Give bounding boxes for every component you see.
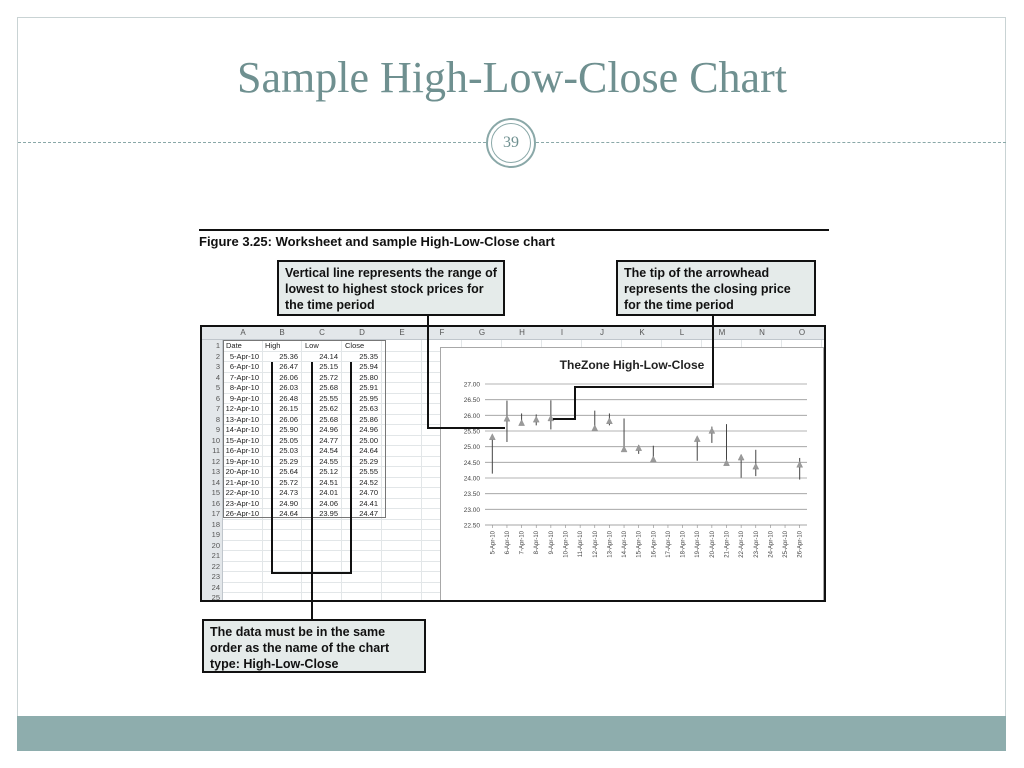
data-cell[interactable]: 24.90	[279, 498, 298, 508]
data-cell[interactable]: 13-Apr-10	[225, 414, 259, 424]
data-cell[interactable]: 19-Apr-10	[225, 456, 259, 466]
row-header[interactable]: 5	[215, 383, 220, 392]
data-cell[interactable]: 25.86	[359, 414, 378, 424]
x-tick-label: 7-Apr-10	[519, 531, 526, 555]
data-cell[interactable]: 24.52	[359, 477, 378, 487]
data-cell[interactable]: 24.96	[319, 425, 338, 434]
row-header[interactable]: 17	[211, 509, 220, 518]
row-header[interactable]: 7	[215, 404, 220, 413]
data-cell[interactable]: 25.05	[279, 435, 298, 445]
data-cell[interactable]: 14-Apr-10	[225, 425, 259, 434]
bracket-high-left	[271, 362, 273, 574]
column-header[interactable]: C	[319, 328, 325, 337]
data-cell[interactable]: 26.06	[279, 372, 298, 382]
data-cell[interactable]: 24.70	[359, 488, 378, 497]
data-cell[interactable]: 25.68	[319, 383, 338, 392]
row-header[interactable]: 16	[211, 498, 220, 508]
data-cell[interactable]: 24.64	[359, 446, 378, 455]
x-tick-label: 23-Apr-10	[753, 531, 760, 558]
data-cell[interactable]: 25.35	[359, 351, 378, 361]
column-header[interactable]: B	[279, 328, 285, 337]
row-header[interactable]: 10	[211, 435, 220, 445]
data-cell[interactable]: 24.73	[279, 488, 298, 497]
data-cell[interactable]: 26.48	[279, 393, 298, 403]
data-cell[interactable]: 25.72	[319, 372, 338, 382]
close-arrowhead	[709, 427, 715, 433]
data-cell[interactable]: 6-Apr-10	[229, 362, 259, 371]
bracket-stem	[311, 572, 313, 620]
data-cell[interactable]: 24.14	[319, 351, 338, 361]
x-tick-label: 15-Apr-10	[636, 531, 643, 558]
data-cell[interactable]: 9-Apr-10	[229, 393, 259, 403]
row-header[interactable]: 6	[215, 393, 220, 403]
close-arrowhead	[606, 418, 612, 424]
data-cell[interactable]: 24.55	[319, 456, 338, 466]
column-header[interactable]: G	[478, 328, 486, 337]
row-headers	[202, 340, 223, 602]
column-header[interactable]: A	[240, 328, 246, 337]
connector-line-vertical-callout-h	[427, 427, 505, 429]
y-tick-label: 24.50	[463, 459, 480, 467]
data-cell[interactable]: 25.15	[319, 362, 338, 371]
x-tick-label: 18-Apr-10	[680, 531, 687, 558]
row-header[interactable]: 21	[211, 551, 220, 560]
data-cell[interactable]: 25.55	[319, 393, 338, 403]
row-header[interactable]: 3	[215, 362, 220, 371]
column-header[interactable]: M	[718, 328, 726, 337]
x-tick-label: 21-Apr-10	[724, 531, 731, 558]
data-cell[interactable]: 16-Apr-10	[225, 446, 259, 455]
y-tick-label: 27.00	[463, 381, 480, 389]
row-header[interactable]: 9	[215, 425, 220, 434]
data-cell[interactable]: 25.29	[359, 456, 378, 466]
header-cell[interactable]: Date	[226, 341, 242, 350]
data-cell[interactable]: 26.06	[279, 414, 298, 424]
data-cell[interactable]: 8-Apr-10	[229, 383, 259, 392]
data-cell[interactable]: 25.63	[359, 404, 378, 413]
data-cell[interactable]: 24.41	[359, 498, 378, 508]
row-header[interactable]: 14	[211, 477, 220, 487]
data-cell[interactable]: 25.29	[279, 456, 298, 466]
x-tick-label: 12-Apr-10	[592, 531, 599, 558]
chart-title: TheZone High-Low-Close	[559, 358, 705, 372]
data-cell[interactable]: 25.03	[279, 446, 298, 455]
x-tick-label: 16-Apr-10	[651, 531, 658, 558]
row-header[interactable]: 23	[211, 572, 220, 581]
data-cell[interactable]: 25.90	[279, 425, 298, 434]
data-cell[interactable]: 25.64	[279, 467, 298, 476]
data-cell[interactable]: 21-Apr-10	[225, 477, 259, 487]
data-cell[interactable]: 5-Apr-10	[229, 351, 259, 361]
callout-vertical-line: Vertical line represents the range of lowest to highest stock prices for the time period	[277, 260, 505, 316]
callout-data-order: The data must be in the same order as the name of the chart type: High-Low-Close	[202, 619, 426, 673]
data-cell[interactable]: 7-Apr-10	[229, 372, 259, 382]
x-tick-label: 22-Apr-10	[739, 531, 746, 558]
column-header[interactable]: N	[759, 328, 765, 337]
data-cell[interactable]: 24.01	[319, 488, 338, 497]
data-cell[interactable]: 24.64	[279, 509, 298, 518]
data-cell[interactable]: 24.06	[319, 498, 338, 508]
data-cell[interactable]: 24.77	[319, 435, 338, 445]
data-cell[interactable]: 26.47	[279, 362, 298, 371]
column-header[interactable]: D	[359, 328, 365, 337]
figure-rule	[199, 229, 829, 231]
row-header[interactable]: 13	[211, 467, 220, 476]
data-cell[interactable]: 23-Apr-10	[225, 498, 259, 508]
data-cell[interactable]: 12-Apr-10	[225, 404, 259, 413]
connector-line-arrow-callout	[712, 316, 714, 388]
close-arrowhead	[533, 416, 539, 422]
close-arrowhead	[636, 445, 642, 451]
column-header[interactable]: K	[639, 328, 645, 337]
row-header[interactable]: 15	[211, 488, 220, 497]
data-cell[interactable]: 26.15	[279, 404, 298, 413]
y-tick-label: 25.00	[463, 444, 480, 452]
header-cell[interactable]: High	[265, 341, 281, 350]
connector-line-arrow-callout-v2	[574, 386, 576, 420]
x-tick-label: 5-Apr-10	[490, 531, 497, 555]
page-number-badge	[486, 118, 536, 168]
data-cell[interactable]: 25.55	[359, 467, 378, 476]
row-header[interactable]: 20	[211, 540, 220, 550]
column-header[interactable]: O	[798, 328, 806, 337]
y-tick-label: 25.50	[463, 428, 480, 436]
bracket-low	[311, 362, 313, 574]
close-arrowhead	[504, 415, 510, 421]
data-cell[interactable]: 25.68	[319, 414, 338, 424]
y-tick-label: 23.50	[463, 491, 480, 499]
row-header[interactable]: 8	[215, 414, 220, 424]
y-tick-label: 23.00	[463, 506, 480, 514]
row-header[interactable]: 25	[211, 593, 220, 602]
data-cell[interactable]: 22-Apr-10	[225, 488, 259, 497]
header-cell[interactable]: Close	[345, 341, 365, 350]
column-header[interactable]: J	[600, 328, 604, 337]
data-cell[interactable]: 25.95	[359, 393, 378, 403]
column-header[interactable]: I	[560, 328, 564, 337]
data-cell[interactable]: 24.96	[359, 425, 378, 434]
y-tick-label: 26.00	[463, 412, 480, 420]
x-tick-label: 11-Apr-10	[578, 531, 585, 558]
close-arrowhead	[650, 456, 656, 462]
row-header[interactable]: 1	[215, 341, 220, 350]
data-cell[interactable]: 25.94	[359, 362, 378, 371]
title-divider-right	[536, 142, 1006, 143]
page-number: 39	[491, 123, 531, 163]
column-headers	[202, 327, 824, 340]
x-tick-label: 10-Apr-10	[563, 531, 570, 558]
x-tick-label: 14-Apr-10	[622, 531, 629, 558]
y-tick-label: 26.50	[463, 397, 480, 405]
data-cell[interactable]: 20-Apr-10	[225, 467, 259, 476]
data-cell[interactable]: 26.03	[279, 383, 298, 392]
close-arrowhead	[519, 420, 525, 426]
data-cell[interactable]: 25.36	[279, 351, 298, 361]
footer-bar	[17, 716, 1006, 751]
data-cell[interactable]: 26-Apr-10	[225, 509, 259, 518]
column-header[interactable]: E	[399, 328, 405, 337]
grid-line	[421, 340, 422, 602]
row-header[interactable]: 18	[211, 519, 220, 529]
header-cell[interactable]: Low	[305, 341, 319, 350]
data-cell[interactable]: 25.80	[359, 372, 378, 382]
x-tick-label: 8-Apr-10	[534, 531, 541, 555]
figure-caption: Figure 3.25: Worksheet and sample High-Low-Close chart	[199, 234, 555, 249]
close-arrowhead	[489, 434, 495, 440]
column-header[interactable]: F	[439, 328, 445, 337]
data-cell[interactable]: 25.12	[319, 467, 338, 476]
row-header[interactable]: 4	[215, 372, 220, 382]
column-header[interactable]: L	[679, 328, 685, 337]
close-arrowhead	[694, 436, 700, 442]
close-arrowhead	[738, 454, 744, 460]
connector-line-arrow-callout-h2	[553, 418, 576, 420]
callout-arrowhead: The tip of the arrowhead represents the closing price for the time period	[616, 260, 816, 316]
x-tick-label: 24-Apr-10	[768, 531, 775, 558]
x-tick-label: 26-Apr-10	[797, 531, 804, 558]
x-tick-label: 19-Apr-10	[695, 531, 702, 558]
connector-line-vertical-callout	[427, 316, 429, 428]
data-cell[interactable]: 23.95	[319, 509, 338, 518]
data-cell[interactable]: 25.72	[279, 477, 298, 487]
y-tick-label: 22.50	[463, 522, 480, 530]
title-divider-left	[18, 142, 486, 143]
row-header[interactable]: 22	[211, 561, 220, 571]
row-header[interactable]: 24	[211, 582, 220, 592]
data-range-selection	[223, 340, 386, 518]
data-cell[interactable]: 24.51	[319, 477, 338, 487]
x-tick-label: 25-Apr-10	[783, 531, 790, 558]
column-header[interactable]: H	[519, 328, 525, 337]
data-cell[interactable]: 25.91	[359, 383, 378, 392]
x-tick-label: 20-Apr-10	[709, 531, 716, 558]
close-arrowhead	[753, 463, 759, 469]
row-header[interactable]: 12	[211, 456, 220, 466]
row-header[interactable]: 11	[212, 446, 220, 455]
row-header[interactable]: 2	[215, 351, 220, 361]
x-tick-label: 13-Apr-10	[607, 531, 614, 558]
worksheet-screenshot	[200, 325, 826, 602]
connector-line-arrow-callout-h1	[574, 386, 714, 388]
y-tick-label: 24.00	[463, 475, 480, 483]
data-cell[interactable]: 25.62	[319, 404, 338, 413]
row-header[interactable]: 19	[211, 530, 220, 539]
data-cell[interactable]: 24.47	[359, 509, 378, 518]
close-arrowhead	[592, 425, 598, 431]
data-cell[interactable]: 25.00	[359, 435, 378, 445]
bracket-close	[350, 362, 352, 574]
x-tick-label: 6-Apr-10	[504, 531, 511, 555]
x-tick-label: 17-Apr-10	[665, 531, 672, 558]
x-tick-label: 9-Apr-10	[548, 531, 555, 555]
slide-title: Sample High-Low-Close Chart	[237, 53, 787, 102]
data-cell[interactable]: 15-Apr-10	[225, 435, 259, 445]
data-cell[interactable]: 24.54	[319, 446, 338, 455]
